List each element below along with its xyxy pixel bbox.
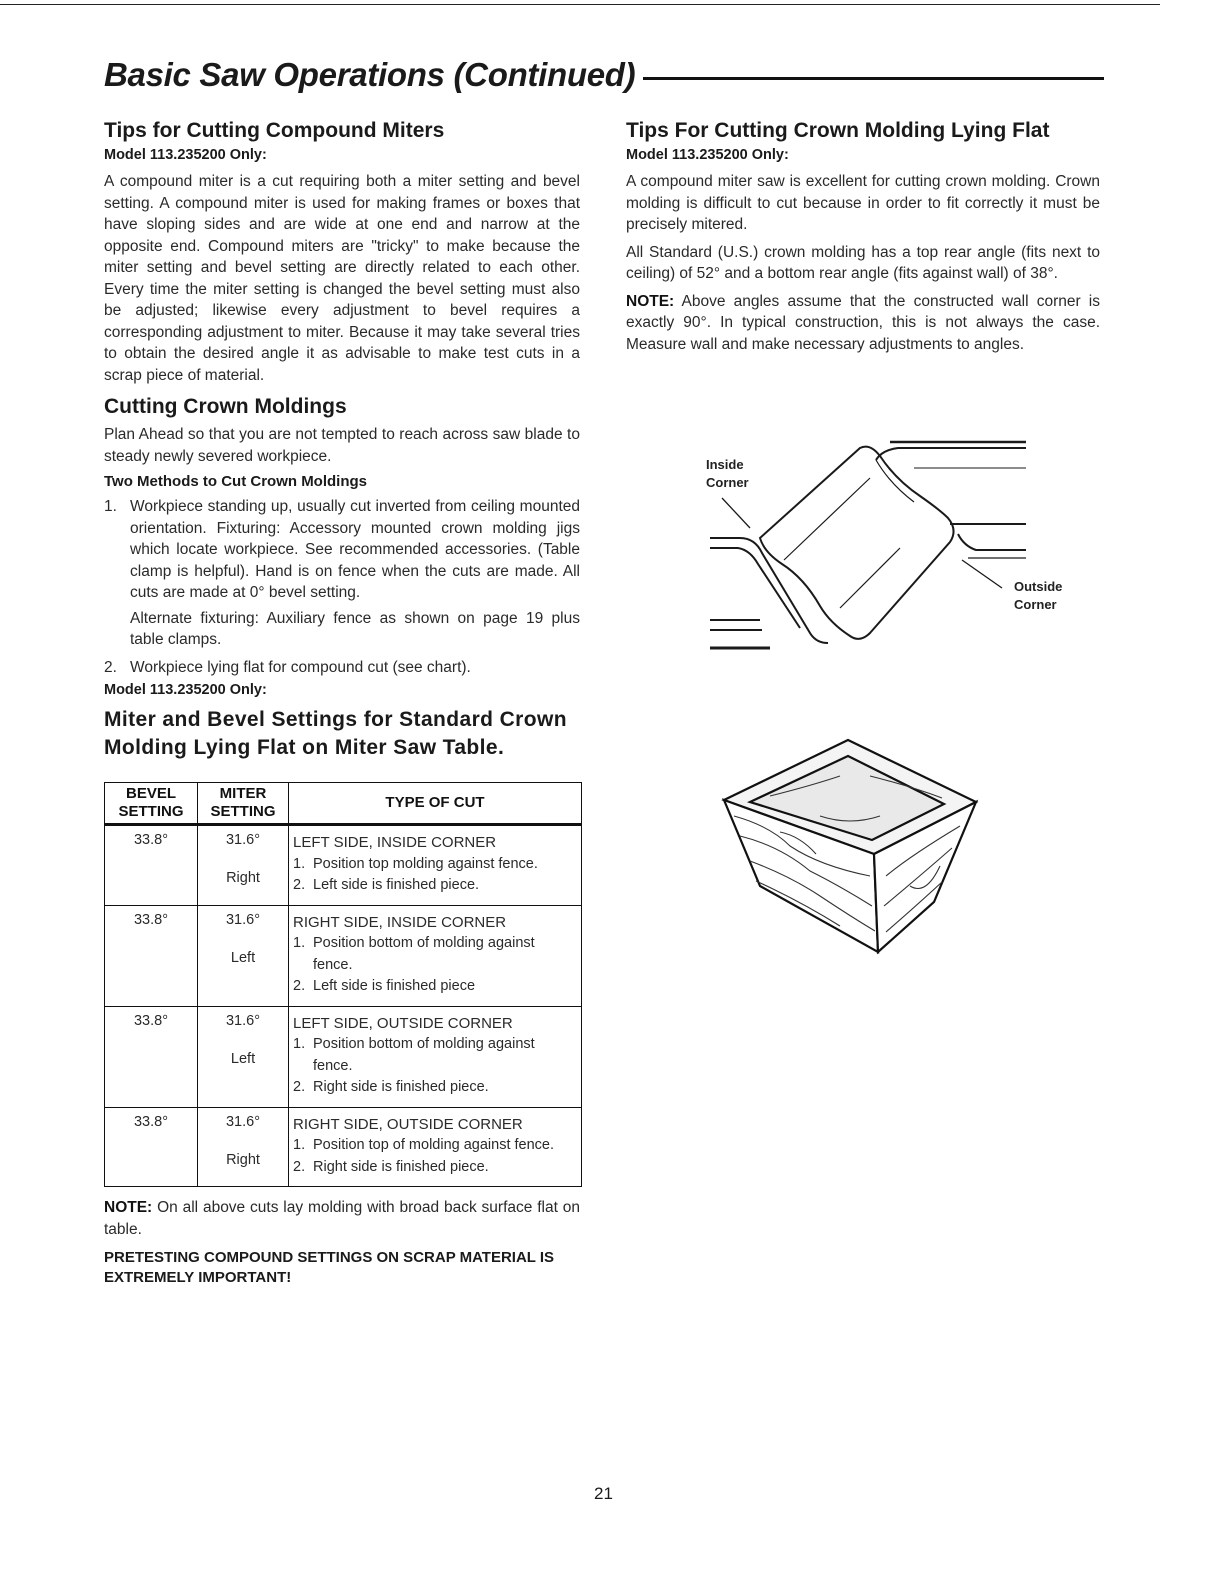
step-text: Position bottom of molding against fence. bbox=[313, 935, 535, 973]
cut-type: RIGHT SIDE, INSIDE CORNER bbox=[293, 913, 507, 931]
step-text: Position top molding against fence. bbox=[313, 855, 538, 872]
cut-step bbox=[293, 933, 577, 976]
compound-miters-heading: Tips for Cutting Compound Miters bbox=[104, 119, 445, 142]
crown-moldings-heading: Cutting Crown Moldings bbox=[104, 395, 347, 418]
header-bevel: BEVEL SETTING bbox=[105, 783, 198, 825]
cut-step bbox=[293, 1135, 577, 1157]
compound-miters-body: A compound miter is a cut requiring both a miter setting and bevel setting. A compound miter is used for making frames or boxes that have sloping sides and are wide at one end and narrow at the opposite end. Compound miters are "tricky" to make because the miter setting and bevel setting are directly related to each other. Every time the miter setting is changed the bevel setting must also be adjusted; likewise every adjustment to bevel requires a corresponding adjustment to miter. Because it may take several tries to obtain the desired angle it as advisable to make test cuts in a scrap piece of material. bbox=[104, 173, 580, 384]
inside-corner-pointer bbox=[722, 498, 750, 528]
bevel-cell: 33.8° bbox=[105, 1107, 198, 1187]
note-text: On all above cuts lay molding with broad back surface flat on table. bbox=[104, 1199, 580, 1238]
settings-table bbox=[104, 782, 582, 1187]
table-row bbox=[105, 1107, 582, 1187]
molding-detail-line bbox=[876, 460, 914, 502]
header-type: TYPE OF CUT bbox=[289, 783, 582, 825]
table-row bbox=[105, 825, 582, 906]
outside-corner-pointer bbox=[962, 560, 1002, 588]
step-number: 1. bbox=[293, 935, 306, 951]
step-text: Left side is finished piece. bbox=[313, 877, 480, 893]
angles-note bbox=[626, 291, 1100, 356]
settings-heading: Miter and Bevel Settings for Standard Crown Molding Lying Flat on Miter Saw Table. bbox=[104, 708, 567, 759]
cut-step bbox=[293, 854, 577, 876]
bevel-cell: 33.8° bbox=[105, 825, 198, 906]
outside-wall-molding-2 bbox=[958, 534, 1026, 550]
label-line: Inside bbox=[706, 457, 744, 472]
top-wall-molding bbox=[876, 448, 1026, 460]
plan-ahead-text: Plan Ahead so that you are not tempted to reach across saw blade to steady newly severed workpiece. bbox=[104, 426, 580, 465]
cut-step bbox=[293, 976, 577, 998]
model-label-2: Model 113.235200 Only: bbox=[104, 682, 267, 698]
note-label: NOTE: bbox=[626, 292, 675, 310]
left-column bbox=[104, 118, 580, 1288]
model-label: Model 113.235200 Only: bbox=[104, 147, 267, 163]
miter-value: 31.6° bbox=[225, 832, 261, 848]
header-miter: MITER SETTING bbox=[198, 783, 289, 825]
miter-direction: Left bbox=[230, 949, 256, 966]
cut-type: LEFT SIDE, OUTSIDE CORNER bbox=[293, 1014, 513, 1032]
title-rule bbox=[643, 77, 1104, 80]
methods-list-2 bbox=[104, 657, 580, 679]
cut-step bbox=[293, 1157, 577, 1179]
top-border-line bbox=[0, 4, 1160, 5]
cut-type: RIGHT SIDE, OUTSIDE CORNER bbox=[293, 1115, 523, 1133]
step-text: Position bottom of molding against fence. bbox=[313, 1036, 535, 1074]
table-note bbox=[104, 1197, 580, 1240]
model-label-right: Model 113.235200 Only: bbox=[626, 147, 789, 163]
miter-cell bbox=[198, 825, 289, 906]
label-line: Outside bbox=[1014, 579, 1063, 594]
molding-detail-line bbox=[840, 548, 900, 608]
crown-flat-heading: Tips For Cutting Crown Molding Lying Flat bbox=[626, 119, 1050, 142]
miter-cell bbox=[198, 905, 289, 1006]
cut-step bbox=[293, 1034, 577, 1077]
two-methods-heading: Two Methods to Cut Crown Moldings bbox=[104, 473, 368, 490]
method-1 bbox=[104, 496, 580, 604]
method-text: Workpiece standing up, usually cut inverted from ceiling mounted orientation. Fixturing: Accessory mounted crown molding jigs which locate workpiece. See recommended accessories. (Table clamp is helpful). Hand is on fence when the cuts are made. All cuts are made at 0° bevel setting. bbox=[130, 498, 580, 601]
bevel-cell: 33.8° bbox=[105, 1006, 198, 1107]
step-number: 2. bbox=[293, 1158, 306, 1175]
method-number: 2. bbox=[104, 658, 117, 676]
compound-miter-box-illustration bbox=[720, 736, 1000, 956]
label-line: Corner bbox=[1014, 597, 1057, 612]
step-number: 2. bbox=[293, 877, 306, 893]
type-cell bbox=[289, 1006, 582, 1107]
inside-wall-molding-inner bbox=[710, 548, 800, 628]
miter-value: 31.6° bbox=[225, 1012, 261, 1029]
crown-intro: A compound miter saw is excellent for cutting crown molding. Crown molding is difficult to cut because in order to fit correctly it must be precisely mitered. bbox=[626, 173, 1100, 233]
cut-step bbox=[293, 1077, 577, 1099]
step-text: Left side is finished piece bbox=[313, 978, 476, 994]
miter-value: 31.6° bbox=[225, 1113, 261, 1130]
miter-cell bbox=[198, 1006, 289, 1107]
method-2 bbox=[104, 657, 580, 679]
note-label: NOTE: bbox=[104, 1199, 153, 1216]
table-row bbox=[105, 1006, 582, 1107]
step-number: 1. bbox=[293, 855, 306, 872]
alternate-fixturing: Alternate fixturing: Auxiliary fence as shown on page 19 plus table clamps. bbox=[130, 609, 580, 648]
bevel-cell: 33.8° bbox=[105, 905, 198, 1006]
step-number: 1. bbox=[293, 1036, 306, 1052]
type-cell bbox=[289, 1107, 582, 1187]
miter-direction: Right bbox=[226, 1151, 260, 1168]
methods-list bbox=[104, 496, 580, 604]
type-cell bbox=[289, 825, 582, 906]
cut-step bbox=[293, 875, 577, 897]
pretesting-warning: PRETESTING COMPOUND SETTINGS ON SCRAP MATERIAL IS EXTREMELY IMPORTANT! bbox=[104, 1249, 555, 1286]
miter-value: 31.6° bbox=[225, 911, 261, 928]
page-number: 21 bbox=[594, 1484, 613, 1503]
step-text: Position top of molding against fence. bbox=[313, 1137, 555, 1153]
crown-angles: All Standard (U.S.) crown molding has a top rear angle (fits next to ceiling) of 52° and a bottom rear angle (fits against wall) of 38°. bbox=[626, 243, 1100, 282]
table-header-row bbox=[105, 783, 582, 825]
step-text: Right side is finished piece. bbox=[313, 1158, 489, 1175]
note-text: Above angles assume that the constructed wall corner is exactly 90°. In typical construction, this is not always the case. Measure wall and make necessary adjustments to angles. bbox=[626, 292, 1100, 353]
miter-cell bbox=[198, 1107, 289, 1187]
right-column bbox=[626, 118, 1100, 361]
step-number: 1. bbox=[293, 1137, 306, 1153]
table-row bbox=[105, 905, 582, 1006]
method-text: Workpiece lying flat for compound cut (see chart). bbox=[130, 658, 471, 676]
method-number: 1. bbox=[104, 498, 117, 515]
step-number: 2. bbox=[293, 978, 306, 994]
step-number: 2. bbox=[293, 1079, 306, 1095]
page-header bbox=[104, 56, 1104, 94]
type-cell bbox=[289, 905, 582, 1006]
molding-detail-line bbox=[784, 478, 870, 560]
step-text: Right side is finished piece. bbox=[313, 1079, 489, 1095]
label-line: Corner bbox=[706, 475, 749, 490]
miter-direction: Right bbox=[226, 870, 260, 886]
cut-type: LEFT SIDE, INSIDE CORNER bbox=[293, 834, 497, 851]
page-title: Basic Saw Operations (Continued) bbox=[104, 56, 636, 93]
miter-direction: Left bbox=[230, 1050, 256, 1067]
crown-molding-corner-diagram bbox=[700, 438, 1040, 658]
